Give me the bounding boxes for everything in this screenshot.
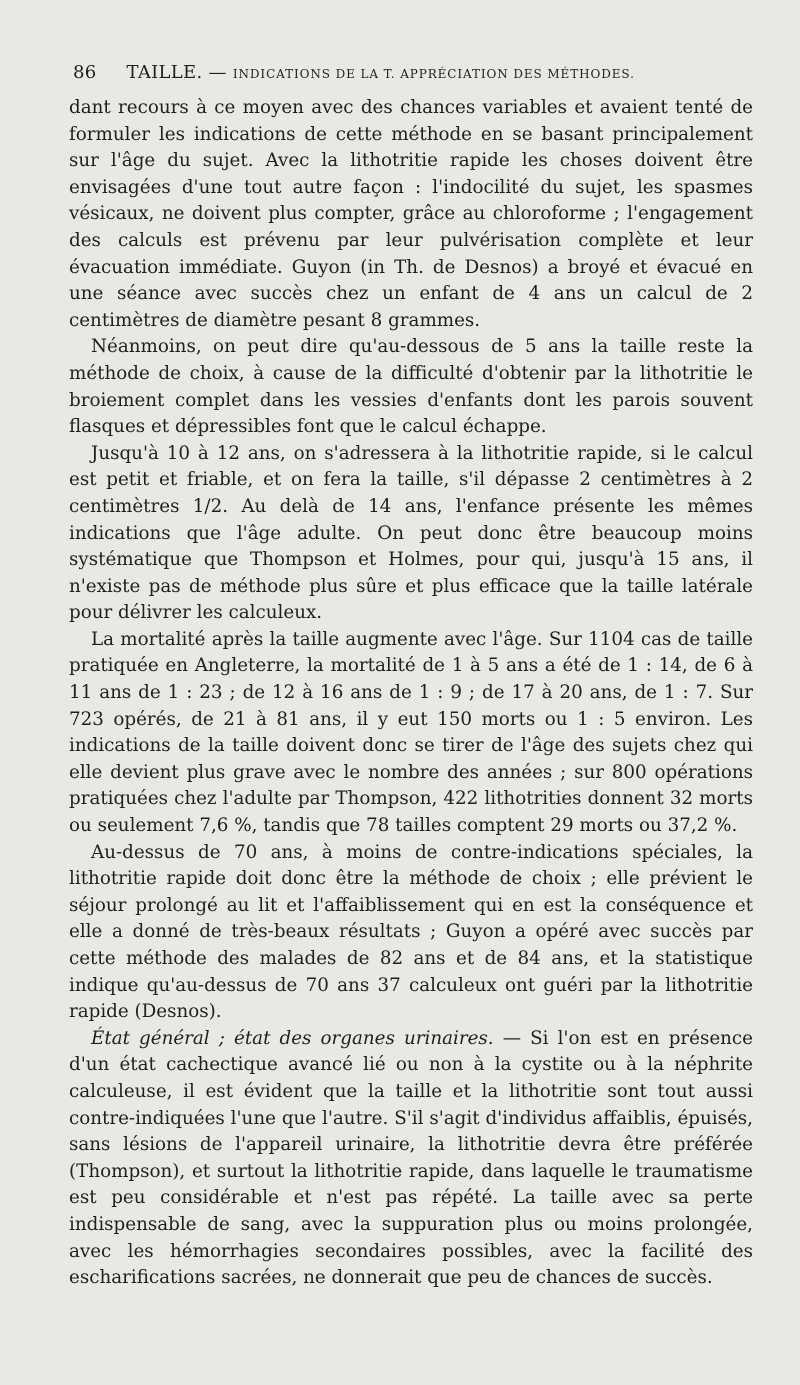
header-section: TAILLE. —	[126, 62, 227, 83]
paragraph-lead-italic: État général ; état des organes urinaires.	[91, 1027, 494, 1049]
paragraph: dant recours à ce moyen avec des chances variables et avaient tenté de formuler les indications de cette méthode en se basant principalement sur l'âge du sujet. Avec la lithotritie rapide les choses doivent être envisagées d'une tout autre façon : l'indocilité du sujet, les spasmes vésicaux, ne doivent plus compter, grâce au chloroforme ; l'engagement des calculs est prévenu par leur pulvérisation complète et leur évacuation immédiate. Guyon (in Th. de Desnos) a broyé et évacué en une séance avec succès chez un enfant de 4 ans un calcul de 2 centimètres de diamètre pesant 8 grammes.	[69, 97, 753, 331]
paragraph: Au-dessus de 70 ans, à moins de contre-indications spéciales, la lithotritie rapide doit donc être la méthode de choix ; elle prévient le séjour prolongé au lit et l'affaiblissement qui en est la conséquence et elle a donné de très-beaux résultats ; Guyon a opéré avec succès par cette méthode des malades de 82 ans et de 84 ans, et la statistique indique qu'au-dessus de 70 ans 37 calculeux ont guéri par la lithotritie rapide (Desnos).	[69, 841, 753, 1023]
page-body	[69, 95, 753, 1292]
paragraph	[69, 1026, 753, 1292]
paragraph: Néanmoins, on peut dire qu'au-dessous de 5 ans la taille reste la méthode de choix, à cause de la difficulté d'obtenir par la lithotritie le broiement complet dans les vessies d'enfants dont les parois souvent flasques et dépressibles font que le calcul échappe.	[69, 336, 753, 438]
paragraph: La mortalité après la taille augmente avec l'âge. Sur 1104 cas de taille pratiquée en Angleterre, la mortalité de 1 à 5 ans a été de 1 : 14, de 6 à 11 ans de 1 : 23 ; de 12 à 16 ans de 1 : 9 ; de 17 à 20 ans, de 1 : 7. Sur 723 opérés, de 21 à 81 ans, il y eut 150 morts ou 1 : 5 environ. Les indications de la taille doivent donc se tirer de l'âge des sujets chez qui elle devient plus grave avec le nombre des années ; sur 800 opérations pratiquées chez l'adulte par Thompson, 422 lithotrities donnent 32 morts ou seulement 7,6 %, tandis que 78 tailles comptent 29 morts ou 37,2 %.	[69, 628, 753, 837]
running-header	[73, 62, 753, 88]
paragraph: Jusqu'à 10 à 12 ans, on s'adressera à la lithotritie rapide, si le calcul est petit et friable, et on fera la taille, s'il dépasse 2 centimètres à 2 centimètres 1/2. Au delà de 14 ans, l'enfance présente les mêmes indications que l'âge adulte. On peut donc être beaucoup moins systématique que Thompson et Holmes, pour qui, jusqu'à 15 ans, il n'existe pas de méthode plus sûre et plus efficace que la taille latérale pour délivrer les calculeux.	[69, 442, 753, 624]
paragraph-text: — Si l'on est en présence d'un état cachectique avancé lié ou non à la cystite ou à la néphrite calculeuse, il est évident que la taille et la lithotritie sont tout aussi contre-indiquées l'une que l'autre. S'il s'agit d'individus affaiblis, épuisés, sans lésions de l'appareil urinaire, la lithotritie devra être préférée (Thompson), et surtout la lithotritie rapide, dans laquelle le traumatisme est peu considérable et n'est pas répété. La taille avec sa perte indispensable de sang, avec la suppuration plus ou moins prolongée, avec les hémorrhagies secondaires possibles, avec la facilité des escharifications sacrées, ne donnerait que peu de chances de succès.	[69, 1027, 753, 1289]
header-running-title: INDICATIONS DE LA T. APPRÉCIATION DES MÉTHODES.	[232, 67, 635, 81]
page-number: 86	[73, 62, 97, 83]
